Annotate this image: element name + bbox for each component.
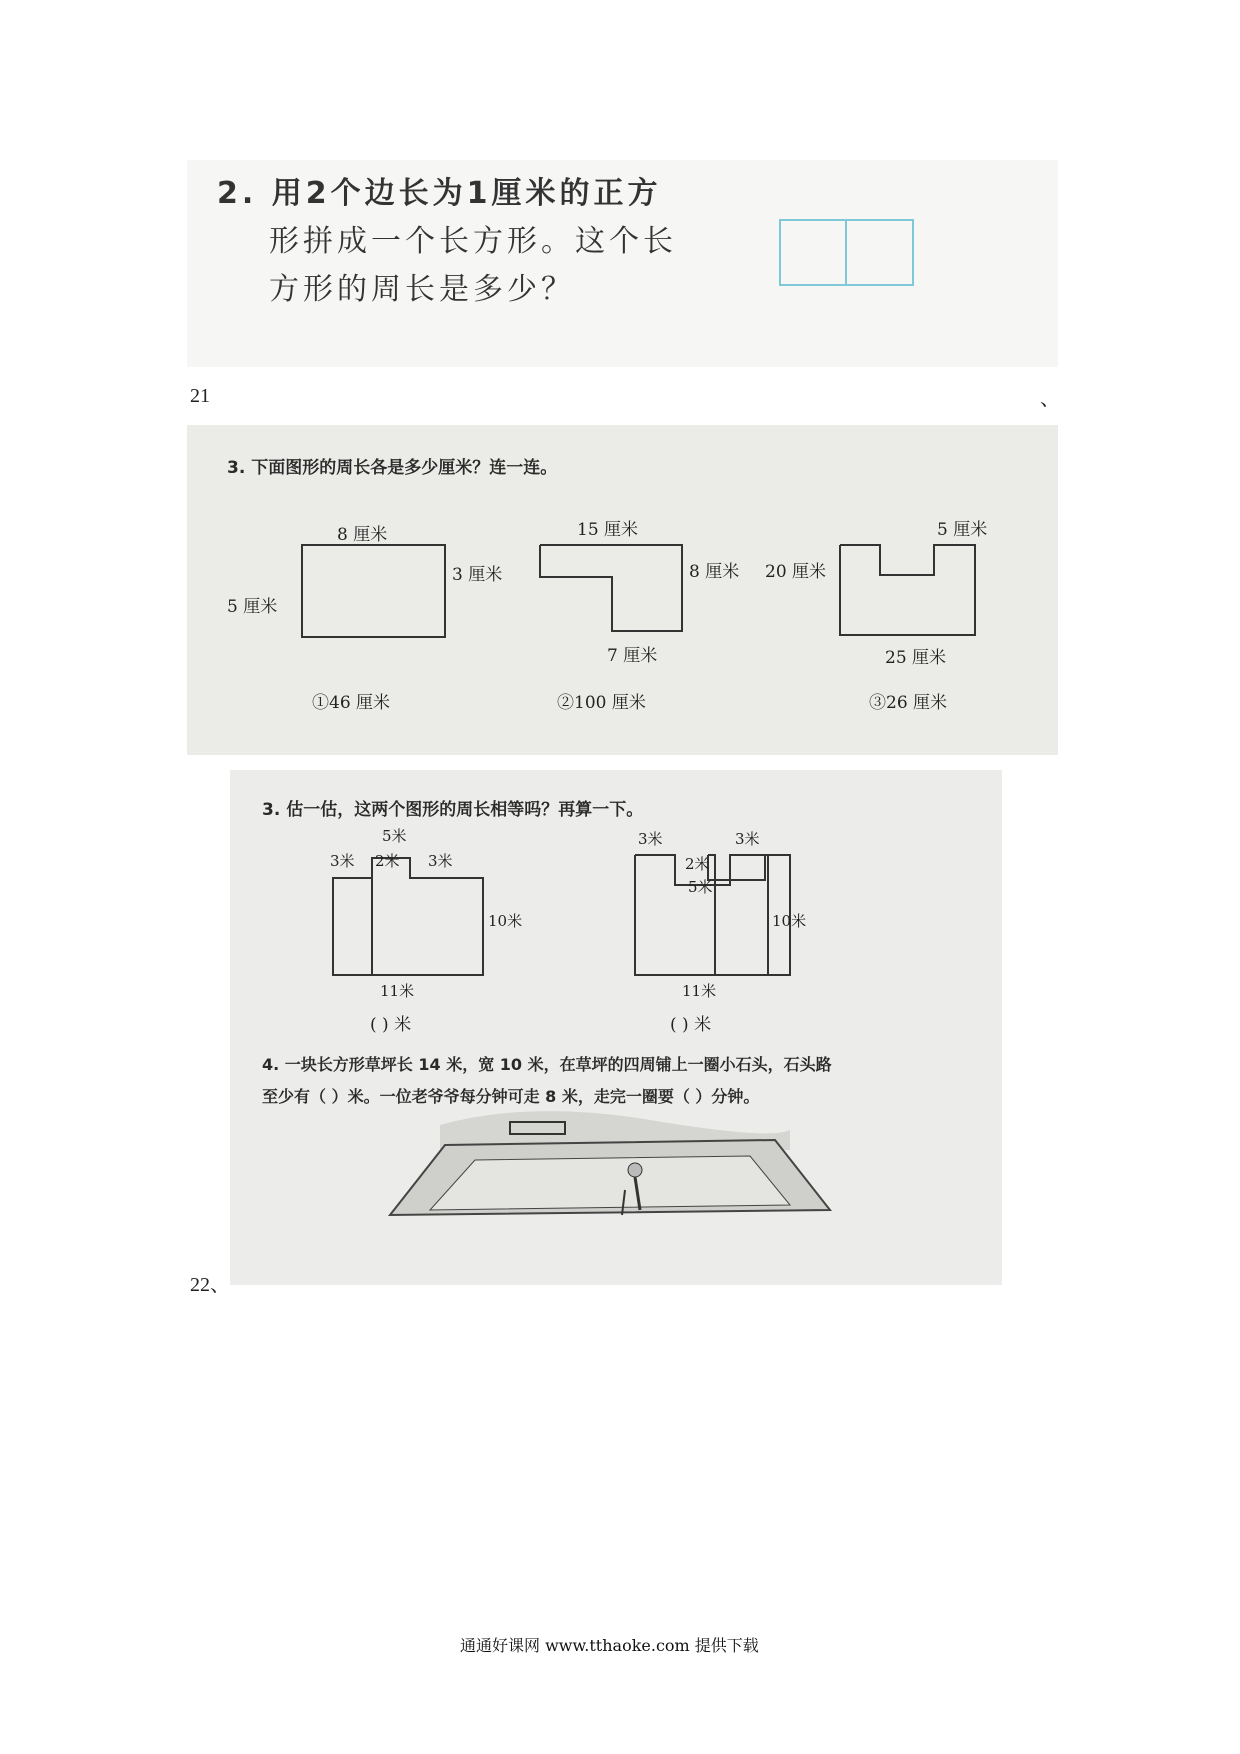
question-3-match-title: 3. 下面图形的周长各是多少厘米？连一连。	[227, 458, 558, 478]
shape3-bottom-label: 25 厘米	[885, 648, 947, 668]
shape3-topright-label: 5 厘米	[937, 520, 988, 540]
question-2-line2: 形拼成一个长方形。这个长	[269, 224, 677, 259]
item-21-mark: 、	[1040, 388, 1060, 410]
question-3-4-scan	[230, 770, 1002, 1285]
question-2-scan	[187, 160, 1058, 367]
right-shape-bbox	[635, 855, 790, 975]
u-shape	[840, 545, 975, 635]
right-shape-top-left-label: 3米	[638, 830, 663, 848]
left-notched-shape	[372, 858, 483, 975]
question-2-line1: 用2个边长为1厘米的正方	[271, 176, 662, 211]
right-answer-blank: ( ) 米	[670, 1015, 712, 1035]
left-shape-right-label: 10米	[488, 912, 523, 930]
question-4-line2: 至少有（ ）米。一位老爷爷每分钟可走 8 米，走完一圈要（ ）分钟。	[262, 1087, 760, 1106]
question-2-line3: 方形的周长是多少？	[269, 272, 575, 307]
left-answer-blank: ( ) 米	[370, 1015, 412, 1035]
grandpa-head	[628, 1163, 642, 1177]
answer-option-1: ①46 厘米	[312, 693, 391, 713]
question-4-line1: 4. 一块长方形草坪长 14 米，宽 10 米，在草坪的四周铺上一圈小石头，石头路	[262, 1055, 832, 1074]
answer-option-2: ②100 厘米	[557, 693, 646, 713]
left-shape-bottom-label: 11米	[380, 982, 415, 1000]
footer-text: 通通好课网 www.tthaoke.com 提供下载	[460, 1636, 759, 1655]
shape3-left-label: 20 厘米	[765, 562, 827, 582]
right-shape-right-label: 10米	[772, 912, 807, 930]
two-squares-figure	[187, 160, 1058, 367]
shape1-left-label: 5 厘米	[227, 597, 278, 617]
left-shape-notch-left-label: 3米	[330, 852, 355, 870]
question-3-estimate-title: 3. 估一估，这两个图形的周长相等吗？再算一下。	[262, 800, 644, 820]
left-notched-shape-side	[333, 878, 372, 975]
right-shape-notch-depth-label: 5米	[688, 878, 713, 896]
z-shape	[540, 545, 682, 631]
shape1-right-label: 3 厘米	[452, 565, 503, 585]
shape2-bottom-label: 7 厘米	[607, 646, 658, 666]
right-shape-notch-mid-label: 2米	[685, 855, 710, 873]
lawn	[430, 1156, 790, 1210]
shape2-top-label: 15 厘米	[577, 520, 639, 540]
notched-shapes	[230, 770, 1002, 1285]
right-shape-top-right-label: 3米	[735, 830, 760, 848]
question-3-match-scan	[187, 425, 1058, 755]
question-2-number: 2.	[217, 176, 258, 211]
left-shape-top-label: 5米	[382, 827, 407, 845]
answer-option-3: ③26 厘米	[869, 693, 948, 713]
right-shape-bottom-label: 11米	[682, 982, 717, 1000]
item-21-number: 21	[190, 385, 210, 407]
rectangle-shape	[302, 545, 445, 637]
left-shape-notch-mid-label: 2米	[375, 852, 400, 870]
item-22-number: 22、	[190, 1274, 230, 1296]
shape2-right-label: 8 厘米	[689, 562, 740, 582]
shape1-top-label: 8 厘米	[337, 525, 388, 545]
left-shape-notch-right-label: 3米	[428, 852, 453, 870]
